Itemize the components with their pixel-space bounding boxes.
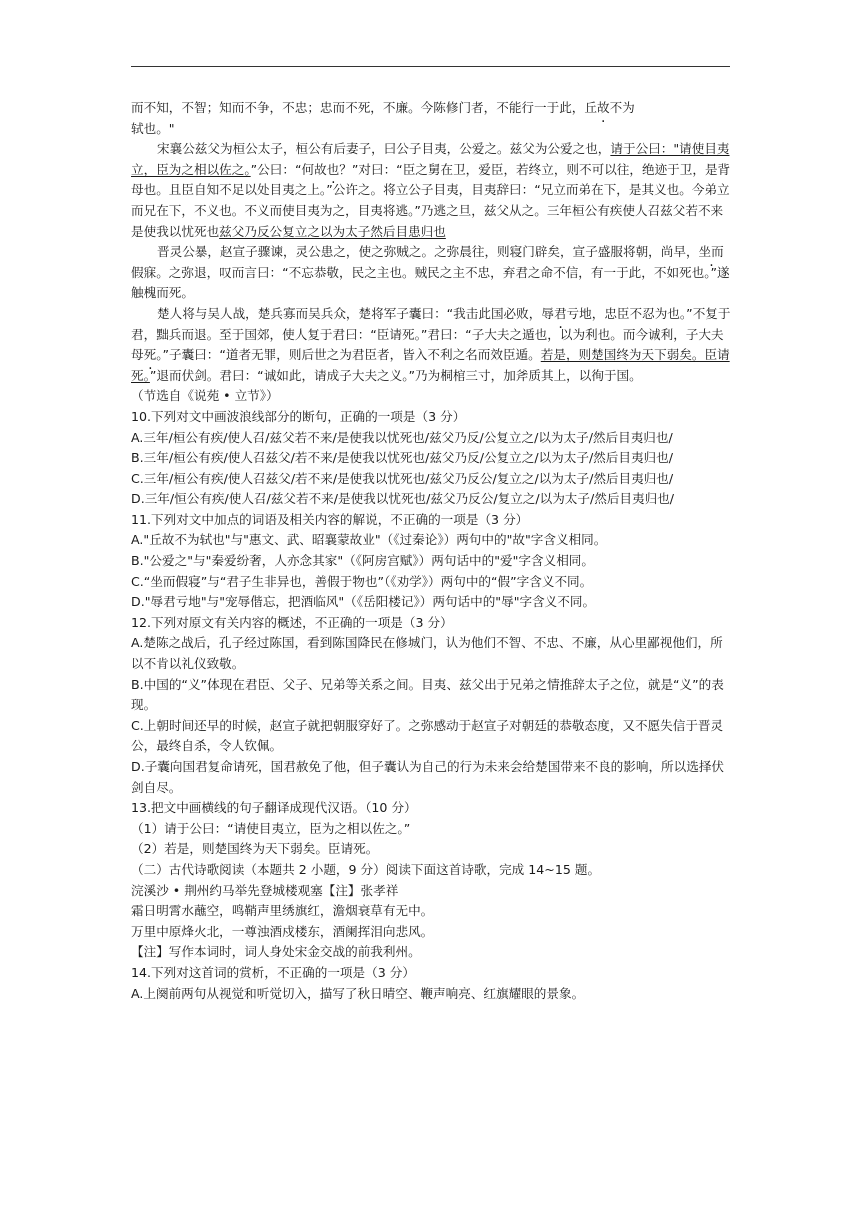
question-12-option-c: C.上朝时间还早的时候，赵宣子就把朝服穿好了。之弥感动于赵宣子对朝廷的恭敬态度，又不愿失信于晋灵公，最终自杀，令人钦佩。 [131, 717, 724, 754]
question-14-option-a: A.上阕前两句从视觉和听觉切入，描写了秋日晴空、鞭声响亮、红旗耀眼的景象。 [131, 985, 585, 1001]
passage-paragraph-3: 楚人将与吴人战，楚兵寡而吴兵众，楚将军子囊曰：“我击此国必败，辱君亏地，忠臣不忍为也。”不复于君，黜兵而退。至于国郊，使人复于君曰：“臣请死。”君曰：“子大夫之遁也，以为利也。而今诚利，子大夫母死。”子囊曰：“道者无罪，则后世之为君臣者，皆入不利之名而效臣遁。若是，则楚国终为天下弱矣。臣请死。”退而伏剑。君曰：“诚如此，请成子大夫之义。”乃为桐棺三寸，加斧质其上，以徇于国。 [131, 305, 731, 383]
question-11-stem: 11.下列对文中加点的词语及相关内容的解说，不正确的一项是（3 分） [131, 511, 529, 527]
question-11-option-d: D."辱君亏地"与"宠辱偕忘，把酒临风"（《岳阳楼记》）两句话中的"辱"字含义不同。 [131, 594, 596, 610]
passage-paragraph-2: 晋灵公暴，赵宣子骤谏，灵公患之，使之弥贼之。之弥晨往，则寝门辟矣，宣子盛服将朝，尚早，坐而假寐 ·。之弥退，叹而言曰：“不忘恭敬，民之主也。贼民之主不忠，弃君之命不信，有一于此，不如死也。”遂触槐而死。 [131, 242, 733, 304]
question-12-option-d: D.子囊向国君复命请死，国君赦免了他，但子囊认为自己的行为未来会给楚国带来不良的影响，所以选择伏剑自尽。 [131, 759, 725, 795]
emphasis-dot-word: 辱 [541, 305, 554, 321]
question-10-option-a: A.三年/桓公有疾/使人召/兹父若不来/是使我以忧死也/兹父乃反/公复立之/以为太子/然后目夷归也/ [131, 429, 673, 445]
poem-line-2: 万里中原烽火北，一尊浊酒戍楼东，酒阑挥泪向悲风。 [131, 923, 434, 939]
emphasis-dot-word: 故 [596, 100, 610, 115]
question-12-option-b: B.中国的“义”体现在君臣、父子、兄弟等关系之间。目夷、兹父出于兄弟之情推辞太子之位，就是“义”的表现。 [131, 676, 724, 713]
header-rule [131, 66, 730, 67]
poem-note: 【注】写作本词时，词人身处宋金交战的前我利州。 [131, 944, 421, 960]
question-13-sentence-1: （1）请于公曰：“请使目夷立，臣为之相以佐之。” [131, 820, 411, 836]
passage-paragraph-1: 宋襄公兹父为桓公太子，桓公有后妻子，曰公子目夷，公爱之。兹父为公爱之也，请于公曰："请使目夷立，臣为之相以佐之。”公曰：“何故也？”对曰：“臣之舅在卫，爱臣，若终立，则不可以往，绝迹于卫，是背母也。且臣自知不足以处目夷之上。”公许之。将立公子目夷，目夷辞曰：“兄立而弟在下，是其义也。今弟立而兄在下，不义也。不义而使目夷为之，目夷将逃。”乃逃之旦，兹父从之。三年桓公有疾使人召兹父若不来是使我以忧死也兹父乃反公复立之以为太子然后目患归也 [131, 141, 731, 239]
poem-line-1: 霜日明霄水蘸空，鸣鞘声里绣旗红，澹烟衰草有无中。 [131, 903, 434, 919]
question-11-option-b: B."公爱之"与"秦爱纷奢，人亦念其家"（《阿房宫赋》）两句话中的"爱"字含义相同。 [131, 553, 594, 569]
question-12-stem: 12.下列对原文有关内容的概述，不正确的一项是（3 分） [131, 614, 453, 630]
question-10-option-b: B.三年/桓公有疾/使人召兹父/若不来/是使我以忧死也/兹父乃反/公复立之/以为太子/然后目夷归也/ [131, 450, 673, 466]
poetry-section-heading: （二）古代诗歌阅读（本题共 2 小题，9 分）阅读下面这首诗歌，完成 14~15 题。 [131, 861, 601, 877]
underlined-sentence: 若是，则楚国终为天下弱矣。臣请死。 [131, 347, 730, 383]
source-citation: （节选自《说苑 • 立节》） [131, 388, 279, 404]
question-13-sentence-2: （2）若是，则楚国终为天下弱矣。臣请死。 [131, 841, 379, 857]
question-11-option-a: A."丘故不为轼也"与"惠文、武、昭襄蒙故业"（《过秦论》）两句中的"故"字含义相同。 [131, 532, 607, 548]
emphasis-dot-phrase: 坐而假寐 · [131, 244, 724, 280]
exam-document [131, 98, 733, 1004]
question-10-option-d: D.三年/恒公有疾/使人召/兹父若不来/是使我以忧死也/兹父乃反公/复立之/以为太子/然后目夷归也/ [131, 491, 675, 507]
emphasis-dot-word: 母 [131, 347, 144, 363]
passage-paragraph-0: 而不知，不智；知而不争，不忠；忠而不死，不廉。今陈修门者，不能行一于此，丘故不为 轼也。" [131, 100, 635, 136]
emphasis-dot-word: 故 [314, 161, 327, 177]
wavy-underlined-text: 兹父乃反公复立之以为太子然后目患归也 [219, 223, 446, 239]
underlined-sentence: 请于公曰："请使目夷立，臣为之相以佐之。 [131, 141, 730, 177]
question-10-option-c: C.三年/桓公有疾/使人召兹父/若不来/是使我以忧死也/兹父乃反公/复立之/以为太子/然后目夷归也/ [131, 470, 674, 486]
poem-title: 浣溪沙 • 荆州约马举先登城楼观塞【注】张孝祥 [131, 882, 399, 898]
question-12-option-a: A.楚陈之战后，孔子经过陈国，看到陈国降民在修城门，认为他们不智、不忠、不廉，从心里鄙视他们，所以不肯以礼仪致敬。 [131, 635, 723, 672]
question-14-stem: 14.下列对这首词的赏析，不正确的一项是（3 分） [131, 964, 415, 980]
question-11-option-c: C.“坐而假寝”与“君子生非异也，善假于物也”（《劝学》）两句中的“假”字含义不同。 [131, 573, 593, 589]
question-10-stem: 10.下列对文中画波浪线部分的断句，正确的一项是（3 分） [131, 408, 466, 424]
question-13-stem: 13.把文中画横线的句子翻译成现代汉语。（10 分） [131, 800, 417, 816]
